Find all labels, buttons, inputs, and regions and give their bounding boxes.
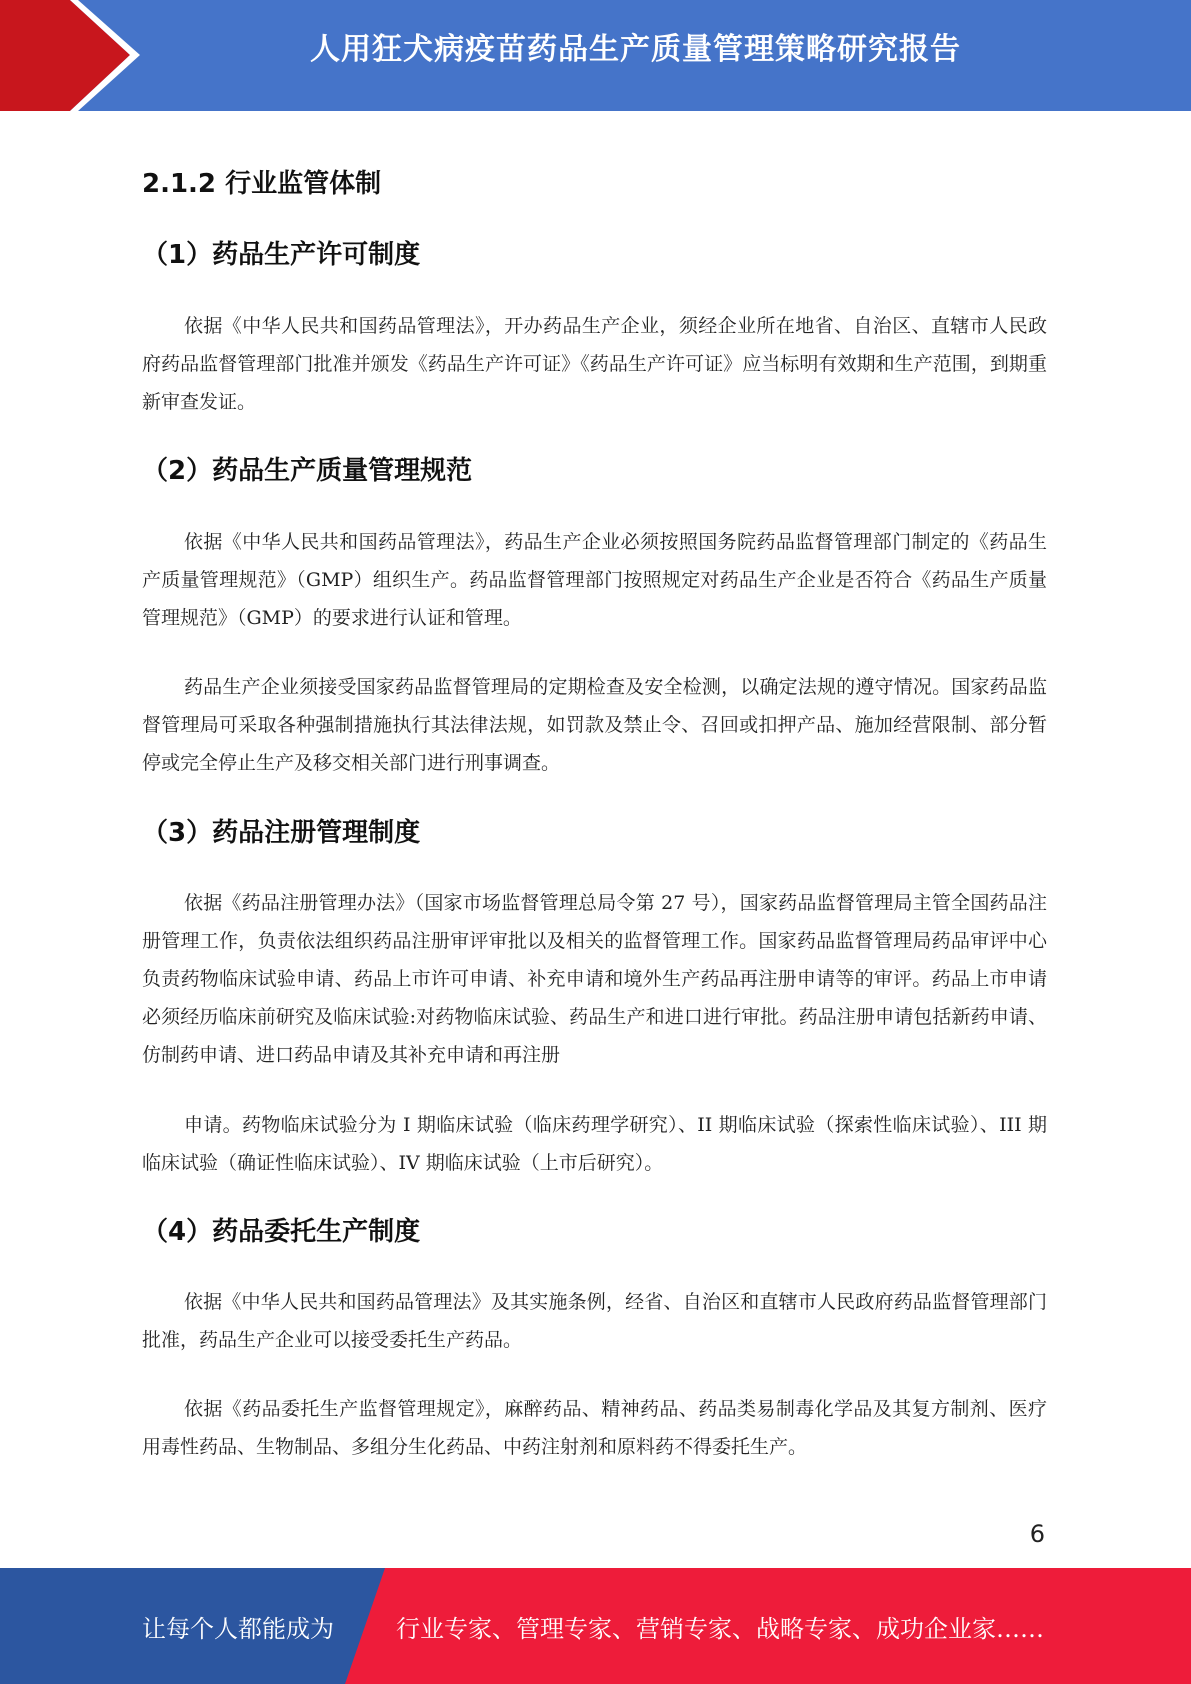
section-heading: 2.1.2 行业监管体制 [142, 169, 382, 199]
subsection-heading-2: （2）药品生产质量管理规范 [142, 456, 473, 486]
paragraph-3-2: 申请。药物临床试验分为 I 期临床试验（临床药理学研究）、II 期临床试验（探索性临床试验）、III 期临床试验（确证性临床试验）、IV 期临床试验（上市后研究）。 [142, 1114, 1047, 1174]
subsection-heading-4: （4）药品委托生产制度 [142, 1217, 421, 1247]
paragraph-4-1: 依据《中华人民共和国药品管理法》及其实施条例，经省、自治区和直辖市人民政府药品监督管理部门批准，药品生产企业可以接受委托生产药品。 [142, 1291, 1047, 1351]
footer-slogan-left: 让每个人都能成为 [142, 1615, 334, 1643]
page-number: 6 [1029, 1520, 1045, 1548]
paragraph-3-1: 依据《药品注册管理办法》（国家市场监督管理总局令第 27 号），国家药品监督管理局主管全国药品注册管理工作，负责依法组织药品注册审评审批以及相关的监督管理工作。国家药品监督管理局药品审评中心负责药物临床试验申请、药品上市许可申请、补充申请和境外生产药品再注册申请等的审评。药品上市申请必须经历临床前研究及临床试验:对药物临床试验、药品生产和进口进行审批。药品注册申请包括新药申请、仿制药申请、进口药品申请及其补充申请和再注册 [142, 892, 1047, 1066]
paragraph-2-1: 依据《中华人民共和国药品管理法》，药品生产企业必须按照国务院药品监督管理部门制定的《药品生产质量管理规范》（GMP）组织生产。药品监督管理部门按照规定对药品生产企业是否符合《药品生产质量管理规范》（GMP）的要求进行认证和管理。 [142, 531, 1047, 629]
header-chevron-decoration [0, 0, 160, 111]
subsection-heading-1: （1）药品生产许可制度 [142, 240, 421, 270]
page-footer-banner [0, 1568, 1191, 1684]
page-header-bar [0, 0, 1191, 111]
subsection-heading-3: （3）药品注册管理制度 [142, 818, 421, 848]
paragraph-2-2: 药品生产企业须接受国家药品监督管理局的定期检查及安全检测，以确定法规的遵守情况。国家药品监督管理局可采取各种强制措施执行其法律法规，如罚款及禁止令、召回或扣押产品、施加经营限制、部分暂停或完全停止生产及移交相关部门进行刑事调查。 [142, 676, 1047, 774]
paragraph-4-2: 依据《药品委托生产监督管理规定》，麻醉药品、精神药品、药品类易制毒化学品及其复方制剂、医疗用毒性药品、生物制品、多组分生化药品、中药注射剂和原料药不得委托生产。 [142, 1398, 1047, 1458]
footer-slogan-right: 行业专家、管理专家、营销专家、战略专家、成功企业家…… [396, 1615, 1044, 1643]
paragraph-1-1: 依据《中华人民共和国药品管理法》，开办药品生产企业，须经企业所在地省、自治区、直辖市人民政府药品监督管理部门批准并颁发《药品生产许可证》《药品生产许可证》应当标明有效期和生产范围，到期重新审查发证。 [142, 315, 1047, 413]
document-title: 人用狂犬病疫苗药品生产质量管理策略研究报告 [310, 32, 961, 67]
